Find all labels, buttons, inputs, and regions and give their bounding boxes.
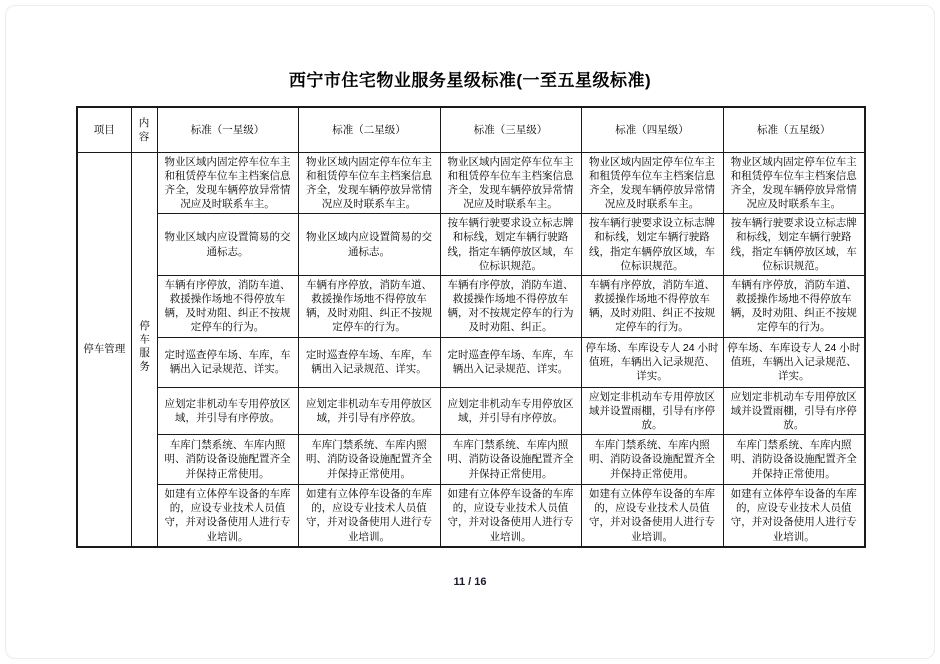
table-cell: 如建有立体停车设备的车库的，应设专业技术人员值守，并对设备使用人进行专业培训。 [581,485,723,547]
header-row [77,107,865,152]
table-cell: 物业区域内应设置简易的交通标志。 [298,214,440,276]
table-cell: 如建有立体停车设备的车库的，应设专业技术人员值守，并对设备使用人进行专业培训。 [440,485,581,547]
table-cell: 车库门禁系统、车库内照明、消防设备设施配置齐全并保持正常使用。 [157,435,298,485]
table-cell: 应划定非机动车专用停放区域并设置雨棚，引导有序停放。 [581,387,723,435]
column-header-star4: 标准（四星级） [581,107,723,152]
column-header-star3: 标准（三星级） [440,107,581,152]
table-cell: 按车辆行驶要求设立标志牌和标线，划定车辆行驶路线，指定车辆停放区域，车位标识规范。 [581,214,723,276]
page-number: 11 / 16 [453,576,487,588]
table-cell: 如建有立体停车设备的车库的，应设专业技术人员值守，并对设备使用人进行专业培训。 [157,485,298,547]
table-cell: 物业区域内固定停车位车主和租赁停车位车主档案信息齐全，发现车辆停放异常情况应及时联系车主。 [723,152,865,214]
table-cell: 物业区域内固定停车位车主和租赁停车位车主档案信息齐全，发现车辆停放异常情况应及时联系车主。 [581,152,723,214]
column-header-star1: 标准（一星级） [157,107,298,152]
table-cell: 定时巡查停车场、车库，车辆出入记录规范、详实。 [157,337,298,387]
table-row [77,214,865,276]
table-cell: 定时巡查停车场、车库，车辆出入记录规范、详实。 [298,337,440,387]
table-cell: 物业区域内应设置简易的交通标志。 [157,214,298,276]
table-cell: 如建有立体停车设备的车库的，应设专业技术人员值守，并对设备使用人进行专业培训。 [723,485,865,547]
table-cell: 车库门禁系统、车库内照明、消防设备设施配置齐全并保持正常使用。 [298,435,440,485]
table-cell: 车辆有序停放，消防车道、救援操作场地不得停放车辆，及时劝阻、纠正不按规定停车的行为。 [723,275,865,337]
column-header-content: 内容 [131,107,157,152]
table-cell: 按车辆行驶要求设立标志牌和标线，划定车辆行驶路线，指定车辆停放区域，车位标识规范。 [723,214,865,276]
table-cell: 如建有立体停车设备的车库的，应设专业技术人员值守，并对设备使用人进行专业培训。 [298,485,440,547]
table-row [77,152,865,214]
table-cell: 车库门禁系统、车库内照明、消防设备设施配置齐全并保持正常使用。 [723,435,865,485]
table-cell: 应划定非机动车专用停放区域，并引导有序停放。 [440,387,581,435]
table-cell: 车辆有序停放，消防车道、救援操作场地不得停放车辆，及时劝阻、纠正不按规定停车的行为。 [157,275,298,337]
table-cell: 应划定非机动车专用停放区域，并引导有序停放。 [298,387,440,435]
table-row [77,435,865,485]
table-cell: 车库门禁系统、车库内照明、消防设备设施配置齐全并保持正常使用。 [581,435,723,485]
column-header-star5: 标准（五星级） [723,107,865,152]
table-cell: 按车辆行驶要求设立标志牌和标线，划定车辆行驶路线，指定车辆停放区域，车位标识规范。 [440,214,581,276]
table-row [77,387,865,435]
project-cell: 停车管理 [77,152,131,547]
table-cell: 物业区域内固定停车位车主和租赁停车位车主档案信息齐全，发现车辆停放异常情况应及时联系车主。 [157,152,298,214]
table-cell: 停车场、车库设专人 24 小时值班，车辆出入记录规范、详实。 [723,337,865,387]
table-cell: 车库门禁系统、车库内照明、消防设备设施配置齐全并保持正常使用。 [440,435,581,485]
table-cell: 物业区域内固定停车位车主和租赁停车位车主档案信息齐全，发现车辆停放异常情况应及时联系车主。 [298,152,440,214]
standards-table [76,106,866,548]
table-cell: 停车场、车库设专人 24 小时值班，车辆出入记录规范、详实。 [581,337,723,387]
table-cell: 物业区域内固定停车位车主和租赁停车位车主档案信息齐全，发现车辆停放异常情况应及时联系车主。 [440,152,581,214]
table-row [77,275,865,337]
table-row [77,485,865,547]
table-cell: 车辆有序停放，消防车道、救援操作场地不得停放车辆，及时劝阻、纠正不按规定停车的行为。 [581,275,723,337]
content-cell [131,152,157,547]
page-title: 西宁市住宅物业服务星级标准(一至五星级标准) [288,71,652,90]
column-header-project: 项目 [77,107,131,152]
content-label: 停车服务 [138,320,151,375]
table-cell: 应划定非机动车专用停放区域，并引导有序停放。 [157,387,298,435]
table-cell: 定时巡查停车场、车库，车辆出入记录规范、详实。 [440,337,581,387]
table-row [77,337,865,387]
table-cell: 应划定非机动车专用停放区域并设置雨棚，引导有序停放。 [723,387,865,435]
table-cell: 车辆有序停放，消防车道、救援操作场地不得停放车辆，及时劝阻、纠正不按规定停车的行为。 [298,275,440,337]
column-header-star2: 标准（二星级） [298,107,440,152]
table-cell: 车辆有序停放，消防车道、救援操作场地不得停放车辆，对不按规定停车的行为及时劝阻、纠正。 [440,275,581,337]
